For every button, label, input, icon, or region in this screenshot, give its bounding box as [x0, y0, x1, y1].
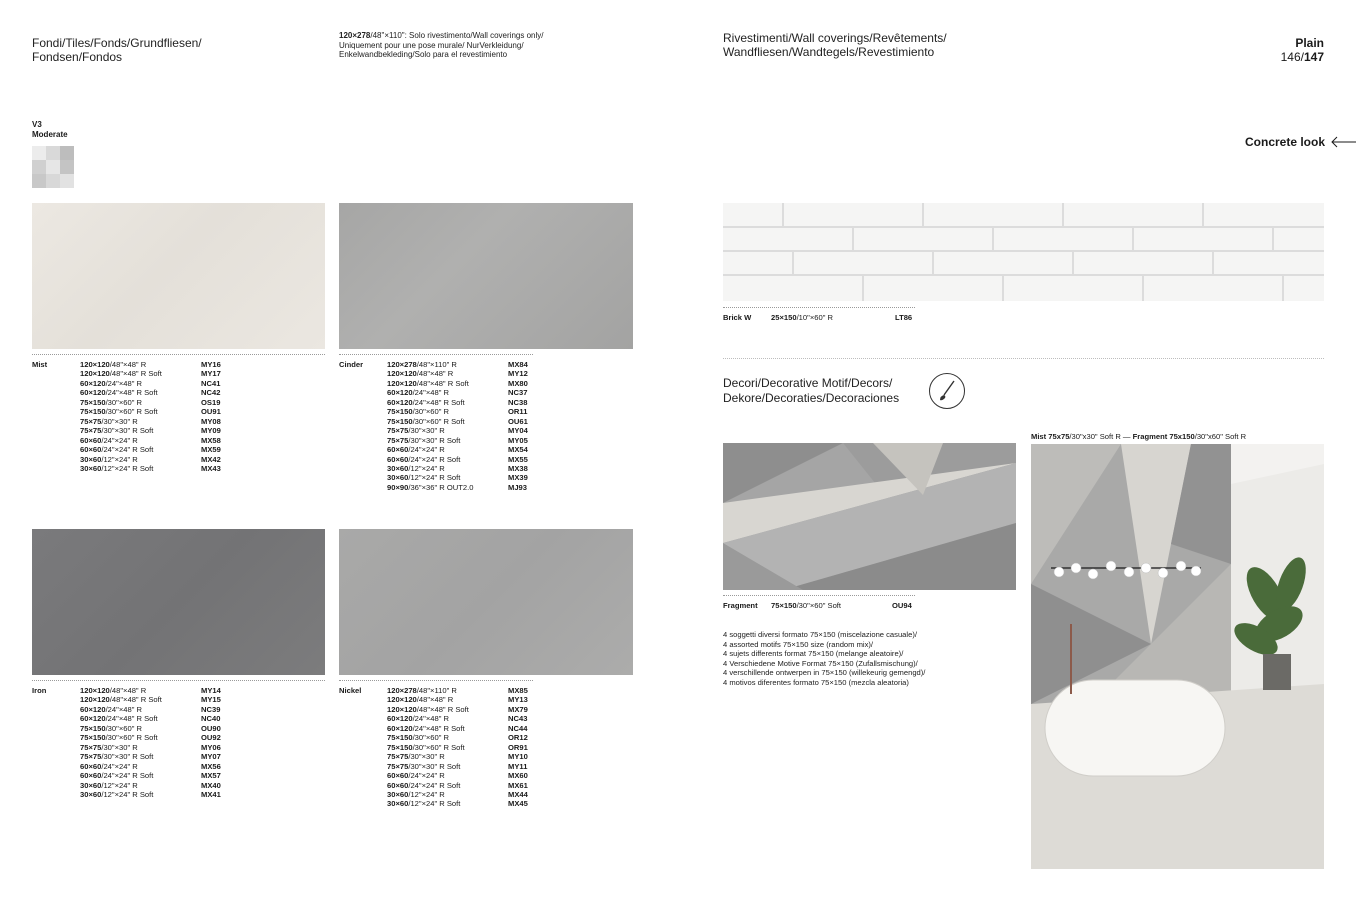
spec-size: [387, 388, 449, 397]
spec-size-desc: /30"×60" R Soft: [105, 733, 158, 743]
spec-size-desc: /12"×24" R Soft: [408, 473, 461, 483]
tile-name: Mist: [32, 360, 48, 369]
spec-size-desc: /48"×48" R: [109, 686, 147, 695]
spec-code: OR91: [508, 742, 528, 752]
spec-size-metric: 60×60: [387, 445, 409, 455]
mix-line: 4 verschillende ontwerpen in 75×150 (willekeurig gemengd)/: [723, 668, 926, 677]
spec-size-desc: /12"×24" R: [101, 780, 138, 790]
spec-code: NC39: [201, 704, 221, 714]
note-line3: Enkelwandbekleding/Solo para el revestimiento: [339, 50, 508, 59]
spec-size-desc: /24"×48" R Soft: [105, 714, 158, 724]
spec-size: [387, 417, 465, 426]
spec-size-metric: 75×75: [80, 426, 102, 436]
section-divider: [723, 358, 1324, 359]
spec-size-desc: /48"×110" R: [416, 360, 457, 369]
spec-size: [80, 369, 162, 378]
divider: [723, 307, 915, 308]
mix-line: 4 Verschiedene Motive Format 75×150 (Zufallsmischung)/: [723, 658, 918, 668]
caption-mist-size: /30"x30" Soft R —: [1069, 432, 1133, 441]
page-identifier: [1281, 36, 1324, 64]
spec-size-desc: /48"×48" R Soft: [416, 378, 469, 388]
tile-name: Nickel: [339, 686, 362, 695]
spec-code: OU91: [201, 407, 221, 417]
spec-size-desc: /24"×24" R Soft: [408, 780, 461, 790]
spec-code: NC37: [508, 388, 528, 398]
mix-line: 4 motivos diferentes formato 75×150 (mezcla aleatoria): [723, 677, 909, 687]
spec-size: [80, 705, 142, 714]
spec-size-metric: 120×278: [387, 360, 417, 369]
spec-size-metric: 30×60: [387, 473, 409, 483]
spec-size: [387, 445, 445, 454]
spec-size-metric: 60×120: [387, 388, 413, 398]
spec-size-desc: /30"×30" R: [101, 742, 138, 752]
spec-size-desc: /12"×24" R: [408, 463, 445, 473]
spec-code: NC42: [201, 388, 221, 398]
concrete-look-label: Concrete look: [1245, 135, 1326, 149]
spec-size-desc: /48"×48" R Soft: [109, 369, 162, 379]
spec-size: [80, 752, 153, 761]
spec-size-desc: /30"×60" R: [105, 397, 142, 407]
spec-code: MX59: [201, 445, 221, 455]
spec-size-desc: /48"×48" R: [416, 369, 454, 379]
spec-code: MY16: [201, 360, 221, 369]
spec-size: [80, 790, 153, 799]
spec-size-desc: /24"×24" R: [408, 771, 445, 781]
spec-size: [387, 455, 460, 464]
mix-line: 4 sujets differents format 75×150 (melange aleatoire)/: [723, 649, 904, 658]
spec-size-desc: /48"×48" R: [109, 360, 147, 369]
spec-size: [387, 464, 445, 473]
spec-size-desc: /12"×24" R: [101, 454, 138, 464]
spec-size-metric: 120×120: [80, 369, 110, 379]
spec-size: [387, 483, 473, 492]
spec-size-metric: 60×60: [387, 780, 409, 790]
spec-size-metric: 75×150: [387, 416, 413, 426]
spec-size-metric: 90×90: [387, 482, 409, 492]
spec-size-metric: 120×120: [387, 378, 417, 388]
brick-desc: /10"×60" R: [796, 313, 833, 322]
spec-size: [80, 781, 138, 790]
spec-size-desc: /30"×30" R Soft: [408, 435, 461, 445]
spec-list-cinder: [339, 360, 633, 500]
spec-code: MX61: [508, 780, 528, 790]
divider: [32, 680, 325, 681]
spec-size-metric: 120×120: [80, 360, 110, 369]
spec-size: [80, 388, 158, 397]
mix-line: 4 assorted motifs 75×150 size (random mix)/: [723, 639, 874, 649]
spec-size-desc: /24"×24" R: [101, 761, 138, 771]
tile-sample-mist: [32, 203, 325, 349]
spec-size-metric: 120×120: [387, 369, 417, 379]
spec-size: [80, 695, 162, 704]
spec-size-desc: /30"×60" R Soft: [412, 742, 465, 752]
spec-code: MX44: [508, 789, 528, 799]
spec-size-metric: 75×150: [387, 742, 413, 752]
spec-size-metric: 75×75: [387, 435, 409, 445]
decor-title-line1: Decori/Decorative Motif/Decors/: [723, 376, 893, 390]
spec-size-metric: 75×75: [387, 761, 409, 771]
spec-code: MX79: [508, 704, 528, 714]
tile-name: Cinder: [339, 360, 364, 369]
spec-code: NC41: [201, 378, 221, 388]
spec-code: MJ93: [508, 482, 527, 492]
spec-size: [80, 455, 138, 464]
spec-code: MY15: [201, 695, 221, 705]
spec-size-desc: /30"×30" R: [408, 752, 445, 762]
spec-size-metric: 30×60: [80, 780, 102, 790]
caption-mist: Mist 75x75: [1031, 432, 1070, 441]
divider: [723, 595, 915, 596]
spec-code: MY04: [508, 426, 528, 436]
spec-size: [80, 398, 142, 407]
spec-list-iron: [32, 686, 325, 806]
note-size: 120×278: [339, 31, 371, 40]
spec-size: [80, 714, 158, 723]
spec-code: MX60: [508, 771, 528, 781]
spec-size: [387, 695, 453, 704]
decor-title: [723, 376, 899, 405]
tile-name: Iron: [32, 686, 47, 695]
spec-size-desc: /24"×48" R Soft: [105, 388, 158, 398]
spec-size-desc: /24"×24" R: [408, 445, 445, 455]
spec-size: [387, 369, 453, 378]
tile-sample-nickel: [339, 529, 633, 675]
spec-code: OR11: [508, 407, 528, 417]
spec-size-desc: /36"×36" R OUT2.0: [408, 482, 474, 492]
spec-size-metric: 120×120: [387, 695, 417, 705]
spec-list-mist: [32, 360, 325, 480]
spec-size-desc: /12"×24" R Soft: [101, 463, 154, 473]
spec-size: [387, 743, 465, 752]
spec-size: [387, 407, 449, 416]
spec-size: [80, 771, 153, 780]
spec-size-desc: /30"×60" R Soft: [105, 407, 158, 417]
spec-size-desc: /48"×48" R Soft: [416, 704, 469, 714]
spec-size-metric: 75×75: [387, 752, 409, 762]
spec-code: MY09: [201, 426, 221, 436]
spec-size-desc: /48"×48" R Soft: [109, 695, 162, 705]
brick-spec: [723, 313, 1023, 325]
spec-code: OU61: [508, 416, 528, 426]
spec-size: [387, 426, 445, 435]
spec-size-metric: 75×150: [80, 733, 106, 743]
note-line1: /48"×110": Solo rivestimento/Wall coverings only/: [370, 31, 544, 40]
variation-swatch: [32, 146, 74, 188]
spec-size: [80, 464, 153, 473]
spec-size-metric: 75×150: [80, 723, 106, 733]
divider: [32, 354, 325, 355]
spec-size: [80, 445, 153, 454]
spec-size: [80, 417, 138, 426]
spec-code: NC38: [508, 397, 528, 407]
spec-size: [387, 724, 465, 733]
left-title-line1: Fondi/Tiles/Fonds/Grundfliesen/: [32, 36, 202, 50]
spec-code: MX41: [201, 789, 221, 799]
spec-size: [80, 724, 142, 733]
wall-only-note: [339, 31, 599, 60]
page-next: 147: [1303, 50, 1324, 64]
spec-size-metric: 60×120: [80, 714, 106, 724]
right-title-line1: Rivestimenti/Wall coverings/Revêtements/: [723, 31, 947, 45]
mix-line: 4 soggetti diversi formato 75×150 (miscelazione casuale)/: [723, 630, 917, 639]
spec-size: [387, 360, 457, 369]
spec-code: MX43: [201, 463, 221, 473]
spec-size-desc: /30"×30" R Soft: [408, 761, 461, 771]
spec-size-metric: 120×120: [80, 686, 110, 695]
spec-code: MY13: [508, 695, 528, 705]
decor-title-line2: Dekore/Decoraties/Decoraciones: [723, 390, 900, 405]
spec-size-metric: 30×60: [387, 463, 409, 473]
spec-size-metric: 75×150: [387, 733, 413, 743]
spec-code: MX57: [201, 771, 221, 781]
spec-size-metric: 60×120: [387, 397, 413, 407]
spec-size-metric: 30×60: [387, 789, 409, 799]
spec-size-metric: 60×60: [387, 771, 409, 781]
spec-code: MX40: [201, 780, 221, 790]
bathroom-illustration: [1031, 444, 1324, 869]
spec-code: MY12: [508, 369, 528, 379]
fragment-spec: [723, 601, 1023, 613]
spec-size-metric: 75×75: [387, 426, 409, 436]
spec-size-desc: /24"×24" R Soft: [101, 771, 154, 781]
spec-code: NC40: [201, 714, 221, 724]
spec-size-desc: /24"×48" R: [105, 378, 142, 388]
spec-size-metric: 75×75: [80, 416, 102, 426]
tile-sample-iron: [32, 529, 325, 675]
fragment-code: OU94: [892, 601, 912, 610]
spec-code: MY07: [201, 752, 221, 762]
spec-code: OU90: [201, 723, 221, 733]
caption-fragment: Fragment 75x150: [1132, 432, 1195, 441]
spec-size-metric: 30×60: [387, 799, 409, 809]
variation-label: Moderate: [32, 129, 68, 139]
spec-size: [387, 752, 445, 761]
spec-size: [387, 379, 469, 388]
spec-size-desc: /30"×60" R: [105, 723, 142, 733]
spec-size-desc: /48"×48" R: [416, 695, 454, 705]
left-title-line2: Fondsen/Fondos: [32, 50, 123, 64]
collection-name: Plain: [1295, 36, 1324, 50]
arrow-left-icon: [1330, 136, 1356, 148]
spec-size-desc: /24"×48" R: [412, 714, 449, 724]
random-mix-note: [723, 630, 1023, 687]
right-page-title: [723, 31, 947, 59]
divider: [339, 354, 533, 355]
spec-code: OS19: [201, 397, 221, 407]
photo-caption: [1031, 432, 1246, 441]
spec-size: [387, 686, 457, 695]
spec-size: [387, 714, 449, 723]
spec-size: [387, 762, 460, 771]
spec-size: [387, 799, 460, 808]
spec-size-metric: 60×120: [80, 704, 106, 714]
spec-list-nickel: [339, 686, 633, 816]
spec-size: [387, 436, 460, 445]
spec-size-desc: /30"×60" R: [412, 407, 449, 417]
spec-size-desc: /24"×48" R: [412, 388, 449, 398]
spec-size-metric: 60×120: [80, 378, 106, 388]
caption-fragment-size: /30"x60" Soft R: [1194, 432, 1247, 441]
spec-size-desc: /24"×24" R Soft: [101, 445, 154, 455]
spec-size-metric: 75×75: [80, 742, 102, 752]
spec-size: [80, 436, 138, 445]
variation-block: [32, 120, 68, 139]
spec-size: [387, 705, 469, 714]
spec-size-desc: /30"×30" R: [101, 416, 138, 426]
left-page-title: [32, 36, 202, 64]
spec-size-metric: 120×120: [80, 695, 110, 705]
spec-size-desc: /24"×48" R: [105, 704, 142, 714]
spec-code: MX80: [508, 378, 528, 388]
spec-size-metric: 75×75: [80, 752, 102, 762]
spec-size: [387, 398, 465, 407]
fragment-size: 75×150: [771, 601, 797, 610]
spec-size: [80, 686, 146, 695]
spec-size-desc: /30"×60" R Soft: [412, 416, 465, 426]
spec-size-desc: /48"×110" R: [416, 686, 457, 695]
spec-code: MX38: [508, 463, 528, 473]
spec-code: MY05: [508, 435, 528, 445]
spec-code: MX58: [201, 435, 221, 445]
spec-size: [80, 360, 146, 369]
bathroom-photo: [1031, 444, 1324, 869]
spec-code: NC43: [508, 714, 528, 724]
brick-size: 25×150: [771, 313, 797, 322]
spec-size-desc: /12"×24" R: [408, 789, 445, 799]
spec-size: [80, 743, 138, 752]
spec-size-metric: 60×60: [80, 771, 102, 781]
spec-code: MY11: [508, 761, 528, 771]
tile-sample-cinder: [339, 203, 633, 349]
spec-code: MX84: [508, 360, 528, 369]
brick-wall-image: [723, 203, 1324, 301]
spec-size-desc: /24"×24" R: [101, 435, 138, 445]
spec-code: MX85: [508, 686, 528, 695]
spec-code: MY10: [508, 752, 528, 762]
spec-size: [387, 781, 460, 790]
spec-size-metric: 75×150: [80, 397, 106, 407]
spec-size-desc: /12"×24" R Soft: [101, 789, 154, 799]
fragment-tile-image: [723, 443, 1016, 590]
spec-code: OR12: [508, 733, 528, 743]
spec-size-metric: 60×60: [80, 435, 102, 445]
spec-size-desc: /30"×60" R: [412, 733, 449, 743]
spec-size-metric: 75×150: [387, 407, 413, 417]
fragment-desc: /30"×60" Soft: [796, 601, 842, 610]
spec-size-metric: 60×120: [387, 723, 413, 733]
spec-size-metric: 30×60: [80, 789, 102, 799]
spec-size-desc: /30"×30" R Soft: [101, 426, 154, 436]
spec-size: [387, 771, 445, 780]
spec-size: [387, 733, 449, 742]
divider: [339, 680, 533, 681]
brick-code: LT86: [895, 313, 913, 322]
spec-size: [80, 762, 138, 771]
spec-code: MX45: [508, 799, 528, 809]
spec-size-desc: /30"×30" R: [408, 426, 445, 436]
spec-size: [80, 733, 158, 742]
spec-code: MY17: [201, 369, 221, 379]
spec-size-metric: 120×278: [387, 686, 417, 695]
spec-size: [387, 790, 445, 799]
spec-size-metric: 120×120: [387, 704, 417, 714]
spec-code: MX55: [508, 454, 528, 464]
variation-code: V3: [32, 120, 42, 129]
spec-size-metric: 60×60: [80, 761, 102, 771]
spec-size-metric: 30×60: [80, 454, 102, 464]
spec-code: MY06: [201, 742, 221, 752]
paintbrush-icon: [929, 373, 965, 409]
spec-size-metric: 30×60: [80, 463, 102, 473]
spec-size-desc: /24"×24" R Soft: [408, 454, 461, 464]
spec-size-desc: /30"×30" R Soft: [101, 752, 154, 762]
spec-code: MX54: [508, 445, 528, 455]
spec-code: NC44: [508, 723, 528, 733]
spec-size-metric: 60×60: [387, 454, 409, 464]
spec-size-desc: /24"×48" R Soft: [412, 397, 465, 407]
spec-size: [80, 379, 142, 388]
page-current: 146/: [1280, 50, 1304, 64]
spec-size-metric: 60×120: [80, 388, 106, 398]
right-title-line2: Wandfliesen/Wandtegels/Revestimiento: [723, 45, 935, 59]
spec-code: MX42: [201, 454, 221, 464]
brick-pattern: [723, 203, 1324, 301]
spec-code: MX39: [508, 473, 528, 483]
spec-size: [80, 426, 153, 435]
fragment-name: Fragment: [723, 601, 758, 610]
brick-name: Brick W: [723, 313, 752, 322]
spec-size-desc: /12"×24" R Soft: [408, 799, 461, 809]
spec-size-metric: 60×60: [80, 445, 102, 455]
fragment-pattern: [723, 443, 1016, 590]
spec-code: MX56: [201, 761, 221, 771]
spec-size: [80, 407, 158, 416]
spec-size-metric: 60×120: [387, 714, 413, 724]
spec-code: MY14: [201, 686, 221, 695]
spec-size-metric: 75×150: [80, 407, 106, 417]
spec-size: [387, 473, 460, 482]
spec-code: MY08: [201, 416, 221, 426]
spec-code: OU92: [201, 733, 221, 743]
note-line2: Uniquement pour une pose murale/ NurVerkleidung/: [339, 40, 524, 50]
spec-size-desc: /24"×48" R Soft: [412, 723, 465, 733]
